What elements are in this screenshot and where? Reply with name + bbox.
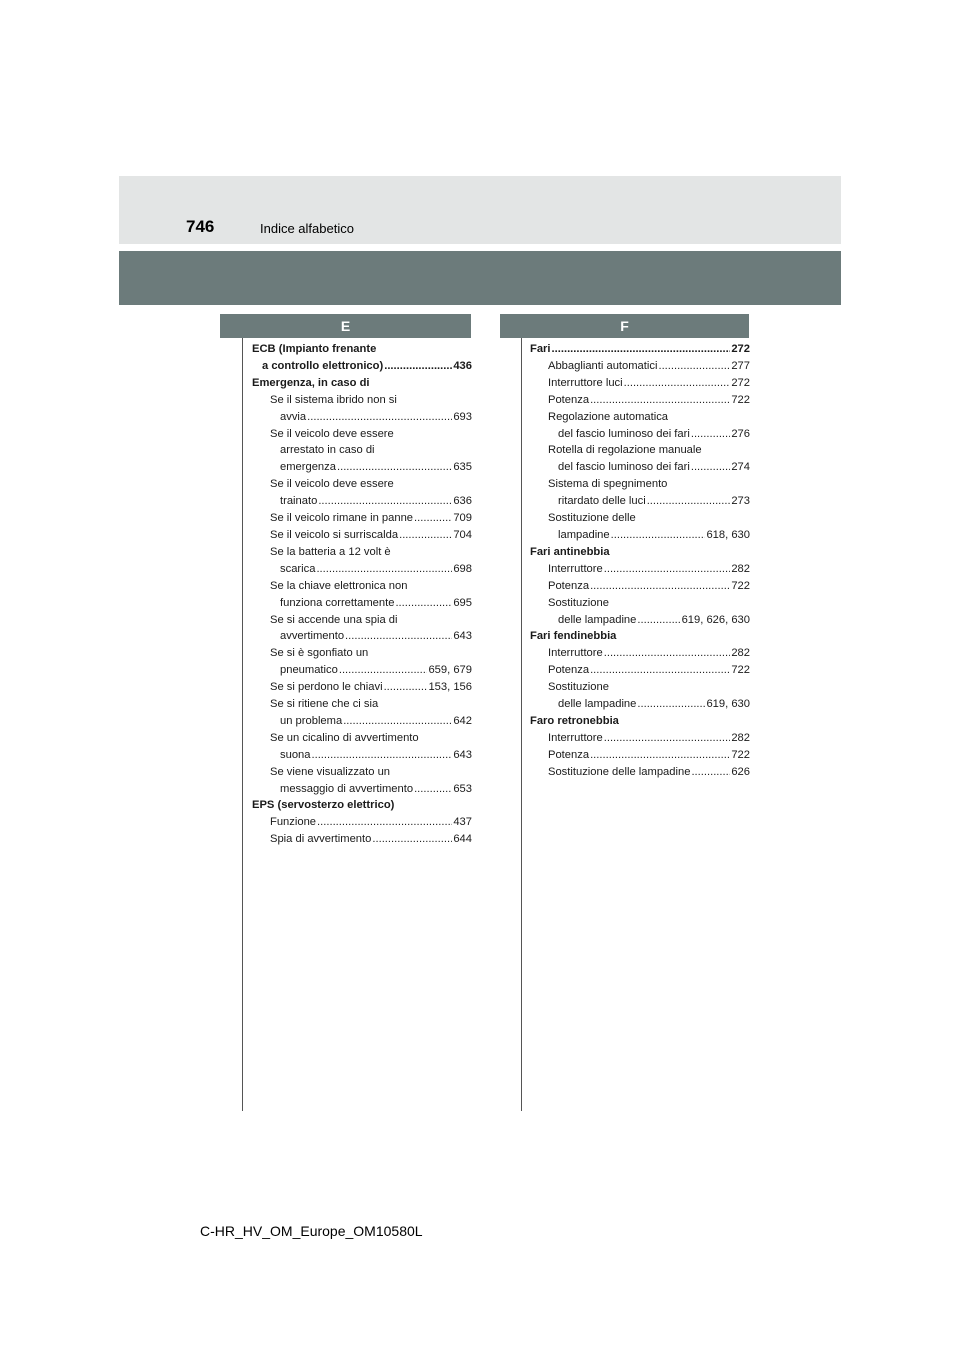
entry-text: Se il veicolo si surriscalda [270,528,399,541]
index-entry [530,645,750,662]
page-reference: 282 [731,731,750,744]
entry-text: scarica [280,562,316,575]
entry-text: Se si è sgonfiato un [270,647,369,660]
entry-text: Se si accende una spia di [270,613,398,626]
entry-text: pneumatico [280,664,338,677]
index-heading [252,764,472,781]
page-reference: 704 [453,528,472,541]
document-code: C-HR_HV_OM_Europe_OM10580L [200,1223,423,1239]
header-band [119,176,841,244]
entry-text: emergenza [280,461,336,474]
dot-leader [624,375,731,392]
entry-text: Se si perdono le chiavi [270,681,383,694]
index-heading [252,696,472,713]
index-entry [530,747,750,764]
entry-text: Regolazione automatica [548,410,669,423]
entry-text: EPS (servosterzo elettrico) [252,799,395,812]
index-entry [530,561,750,578]
entry-text: Abbaglianti automatici [548,359,658,372]
index-heading [530,544,750,561]
page-reference: 282 [731,562,750,575]
dot-leader [590,747,730,764]
letter-heading-e: E [220,314,471,338]
entry-text: Se il veicolo rimane in panne [270,512,414,525]
index-heading [530,713,750,730]
page-reference: 659, 679 [428,664,472,677]
dot-leader [395,595,452,612]
page-reference: 643 [453,630,472,643]
index-heading [252,476,472,493]
page-reference: 644 [453,833,472,846]
index-heading [252,375,472,392]
index-entry [530,578,750,595]
header-dark-band [119,251,841,305]
entry-text: suona [280,748,311,761]
dot-leader [637,696,705,713]
dot-leader [414,510,452,527]
dot-leader [318,493,452,510]
dot-leader [316,561,452,578]
index-column-f [530,341,750,781]
index-entry [252,561,472,578]
page-reference: 722 [731,393,750,406]
entry-text: Faro retronebbia [530,714,619,727]
index-entry [530,527,750,544]
index-heading [530,442,750,459]
page-reference: 272 [731,376,750,389]
entry-text: ECB (Impianto frenante [252,343,377,355]
dot-leader [337,459,452,476]
dot-leader [384,358,452,375]
index-entry [530,764,750,781]
index-entry [252,358,472,375]
entry-text: Se il veicolo deve essere [270,427,394,440]
letter-heading-f: F [500,314,749,338]
page-reference: 273 [731,495,750,508]
entry-text: Sostituzione delle lampadine [548,765,691,778]
index-entry [530,662,750,679]
page-reference: 626 [731,765,750,778]
index-entry [252,595,472,612]
page-reference: 636 [453,495,472,508]
index-column-e [252,341,472,848]
index-heading [530,409,750,426]
index-entry [252,409,472,426]
dot-leader [399,527,452,544]
index-entry [530,493,750,510]
index-entry [252,831,472,848]
entry-text: Potenza [548,748,590,761]
index-heading [252,341,472,358]
page-reference: 274 [731,461,750,474]
dot-leader [647,493,731,510]
entry-text: funziona correttamente [280,596,395,609]
index-entry [530,358,750,375]
index-entry [252,747,472,764]
entry-text: un problema [280,714,343,727]
entry-text: del fascio luminoso dei fari [558,427,690,440]
entry-text: Sostituzione delle [548,512,636,525]
index-entry [252,459,472,476]
dot-leader [590,578,730,595]
index-heading [252,544,472,561]
index-entry [530,375,750,392]
index-entry [252,662,472,679]
index-entry [252,493,472,510]
entry-text: lampadine [558,528,610,541]
page-reference: 277 [731,359,750,372]
page-reference: 635 [453,461,472,474]
index-heading [530,595,750,612]
page-reference: 436 [453,359,472,372]
entry-text: arrestato in caso di [280,444,375,457]
index-entry [252,527,472,544]
entry-text: Sostituzione [548,681,609,694]
dot-leader [372,831,452,848]
index-entry [252,679,472,696]
entry-text: Funzione [270,816,317,829]
entry-text: Se viene visualizzato un [270,765,391,778]
page-reference: 153, 156 [428,681,472,694]
index-heading [530,510,750,527]
dot-leader [311,747,452,764]
index-entry [252,814,472,831]
entry-text: Se la batteria a 12 volt è [270,545,391,558]
column-rule-left [242,338,243,1111]
index-entry [530,459,750,476]
entry-text: Interruttore luci [548,376,623,389]
entry-text: Fari antinebbia [530,545,610,558]
entry-text: trainato [280,495,318,508]
index-heading [252,612,472,629]
dot-leader [552,341,731,358]
dot-leader [590,392,730,409]
entry-text: Emergenza, in caso di [252,376,370,389]
section-title: Indice alfabetico [260,221,354,236]
page-reference: 653 [453,782,472,795]
page-reference: 722 [731,664,750,677]
dot-leader [339,662,428,679]
entry-text: Interruttore [548,562,603,575]
page-reference: 282 [731,647,750,660]
entry-text: Sostituzione [548,596,609,609]
entry-text: Sistema di spegnimento [548,478,668,491]
page-reference: 642 [453,714,472,727]
entry-text: Se si ritiene che ci sia [270,698,379,711]
page-reference: 618, 630 [706,528,750,541]
dot-leader [691,459,730,476]
dot-leader [590,662,730,679]
entry-text: a controllo elettronico) [262,359,384,372]
entry-text: Potenza [548,579,590,592]
index-entry [530,341,750,358]
page-reference: 698 [453,562,472,575]
index-entry [530,696,750,713]
page-reference: 722 [731,579,750,592]
dot-leader [604,730,731,747]
index-heading [252,578,472,595]
page-reference: 643 [453,748,472,761]
dot-leader [317,814,452,831]
entry-text: messaggio di avvertimento [280,782,414,795]
index-heading [530,476,750,493]
index-entry [252,781,472,798]
entry-text: Se la chiave elettronica non [270,579,408,592]
index-heading [530,679,750,696]
entry-text: delle lampadine [558,613,637,626]
entry-text: Se il sistema ibrido non si [270,393,397,406]
entry-text: del fascio luminoso dei fari [558,461,690,474]
page-reference: 709 [453,512,472,525]
index-entry [252,510,472,527]
index-heading [252,442,472,459]
entry-text: Interruttore [548,647,603,660]
dot-leader [637,612,680,629]
page-reference: 722 [731,748,750,761]
index-heading [252,797,472,814]
page-reference: 693 [453,410,472,423]
index-entry [530,730,750,747]
entry-text: ritardato delle luci [558,495,646,508]
dot-leader [343,713,452,730]
index-heading [530,628,750,645]
page-reference: 619, 630 [706,698,750,711]
dot-leader [691,764,730,781]
index-entry [530,392,750,409]
dot-leader [604,561,731,578]
index-entry [252,628,472,645]
dot-leader [658,358,730,375]
entry-text: Fari fendinebbia [530,630,617,643]
dot-leader [384,679,428,696]
entry-text: delle lampadine [558,698,637,711]
entry-text: Fari [530,343,551,355]
page-reference: 437 [453,816,472,829]
index-entry [530,426,750,443]
index-heading [252,730,472,747]
entry-text: Potenza [548,664,590,677]
index-heading [252,645,472,662]
dot-leader [691,426,730,443]
page-reference: 272 [731,343,750,355]
page-reference: 276 [731,427,750,440]
dot-leader [611,527,706,544]
index-entry [530,612,750,629]
page-number: 746 [186,217,215,236]
entry-text: avvertimento [280,630,345,643]
entry-text: Se il veicolo deve essere [270,478,394,491]
dot-leader [414,781,452,798]
dot-leader [345,628,452,645]
page-reference: 619, 626, 630 [681,613,750,626]
entry-text: Rotella di regolazione manuale [548,444,702,457]
entry-text: Se un cicalino di avvertimento [270,731,419,744]
entry-text: avvia [280,410,307,423]
page-reference: 695 [453,596,472,609]
index-entry [252,713,472,730]
index-heading [252,392,472,409]
column-rule-right [521,338,522,1111]
entry-text: Spia di avvertimento [270,833,372,846]
dot-leader [307,409,452,426]
dot-leader [604,645,731,662]
index-heading [252,426,472,443]
entry-text: Potenza [548,393,590,406]
entry-text: Interruttore [548,731,603,744]
